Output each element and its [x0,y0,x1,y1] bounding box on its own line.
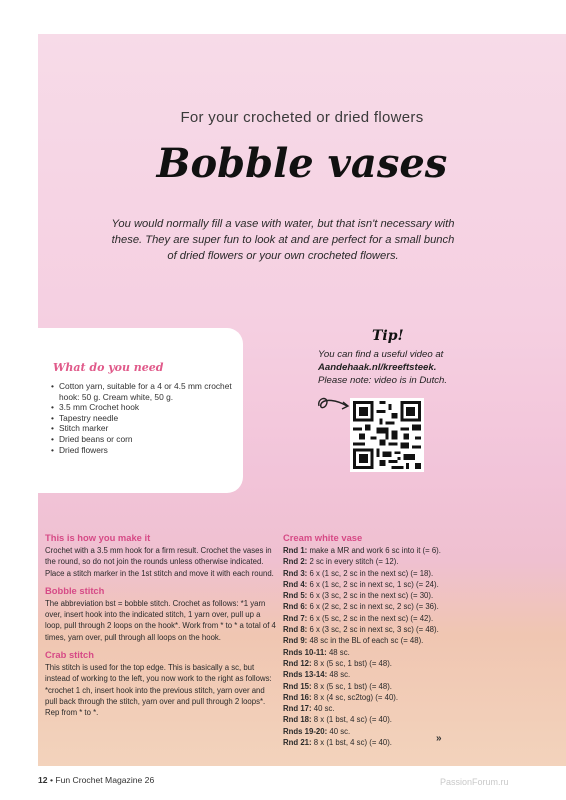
materials-item: • Stitch marker [51,423,241,434]
materials-title: What do you need [53,361,164,374]
round-label: Rnds 19-20: [283,726,328,736]
round-row [283,568,523,579]
materials-list [51,381,241,455]
watermark: PassionForum.ru [440,777,509,787]
materials-item: • Dried beans or corn [51,434,241,445]
tip-line: You can find a useful video at [318,349,444,360]
round-label: Rnd 18: [283,715,312,725]
round-label: Rnd 2: [283,557,308,567]
swirl-arrow-icon [315,392,355,418]
round-row [283,613,523,624]
round-label: Rnd 16: [283,692,312,702]
round-label: Rnd 21: [283,738,312,748]
round-text: 6 x (2 sc, 2 sc in next sc, 2 sc) (= 36). [309,602,439,612]
tip-text [318,348,488,387]
tip-note: Please note: video is in Dutch. [318,375,448,386]
round-text: 6 x (3 sc, 2 sc in the next sc) (= 30). [309,591,434,601]
qr-code-icon[interactable] [350,398,424,472]
crab-title: Crab stitch [45,649,94,661]
round-label: Rnds 13-14: [283,670,328,680]
round-row [283,692,523,703]
round-text: 6 x (1 sc, 2 sc in next sc, 1 sc) (= 24). [309,579,439,589]
round-row [283,647,523,658]
round-row [283,669,523,680]
round-label: Rnd 4: [283,579,308,589]
round-row [283,714,523,725]
round-text: 48 sc. [329,670,351,680]
round-text: 48 sc. [328,647,350,657]
pattern-column [283,532,523,748]
bobble-body: The abbreviation bst = bobble stitch. Crochet as follows: *1 yarn over, insert hook into the indicated stitch, 1 yarn over, pull up a loop, pull through 2 loops on the hook*. Work from * to * a total of 4 times, yarn over, pull through all loops on the hook. [45,598,276,642]
round-text: make a MR and work 6 sc into it (= 6). [309,546,441,555]
round-row [283,658,523,669]
page-footer [38,775,154,785]
crab-body: This stitch is used for the top edge. This is basically a sc, but instead of working to the left, you now work to the right as follows: *crochet 1 ch, insert hook into the previous stitch, yarn over and pull back through the stitch, yarn over and pull through 2 loops*. Rep from * to *. [45,663,272,718]
round-row [283,624,523,635]
round-row [283,681,523,692]
round-text: 40 sc. [329,726,351,736]
round-label: Rnd 9: [283,636,308,646]
round-text: 6 x (5 sc, 2 sc in the next sc) (= 42). [309,613,434,623]
round-row [283,590,523,601]
round-label: Rnd 6: [283,602,308,612]
round-text: 8 x (1 bst, 4 sc) (= 40). [313,738,392,748]
materials-item: • Cotton yarn, suitable for a 4 or 4.5 mm crochet hook: 50 g. Cream white, 50 g. [51,381,241,402]
round-label: Rnd 3: [283,568,308,578]
materials-item: • Tapestry needle [51,413,241,424]
round-text: 2 sc in every stitch (= 12). [309,557,399,567]
round-text: 8 x (5 sc, 1 bst) (= 48). [313,658,392,668]
round-label: Rnd 12: [283,658,312,668]
round-row [283,726,523,737]
instructions-column [45,532,277,725]
vase-title: Cream white vase [283,532,363,543]
tip-title: Tip! [372,328,404,344]
tip-link[interactable]: Aandehaak.nl/kreeftsteek. [318,362,437,373]
magazine-name: Fun Crochet Magazine 26 [55,775,155,785]
round-label: Rnd 5: [283,591,308,601]
round-row [283,703,523,714]
how-body: Crochet with a 3.5 mm hook for a firm result. Crochet the vases in the round, so do not join the rounds unless otherwise indicated. Place a stitch marker in the 1st stitch and move it with each round. [45,546,274,578]
continue-arrow: » [436,733,442,744]
round-label: Rnds 10-11: [283,647,327,657]
round-label: Rnd 8: [283,625,308,635]
round-text: 8 x (4 sc, sc2tog) (= 40). [313,692,399,702]
intro-text: You would normally fill a vase with water, but that isn't necessary with these. They are super fun to look at and are perfect for a small bunch of dried flowers or your own crocheted flowers. [111,218,455,262]
rounds-list [283,545,523,748]
footer-separator: • [49,775,53,785]
round-text: 6 x (1 sc, 2 sc in the next sc) (= 18). [309,568,434,578]
round-label: Rnd 17: [283,704,312,714]
round-label: Rnd 15: [283,681,312,691]
page-number: 12 [38,775,48,785]
round-text: 8 x (5 sc, 1 bst) (= 48). [313,681,392,691]
round-label: Rnd 1: [283,546,308,555]
materials-item: • Dried flowers [51,445,241,456]
round-row [283,601,523,612]
round-row [283,545,523,556]
page-subtitle: For your crocheted or dried flowers [180,109,424,126]
page-title: Bobble vases [156,140,448,187]
round-text: 40 sc. [313,704,335,714]
round-row [283,556,523,567]
round-text: 48 sc in the BL of each sc (= 48). [309,636,424,646]
round-text: 6 x (3 sc, 2 sc in next sc, 3 sc) (= 48). [309,625,439,635]
round-row [283,579,523,590]
round-row [283,737,523,748]
round-row [283,635,523,646]
how-title: This is how you make it [45,532,151,543]
materials-item: • 3.5 mm Crochet hook [51,402,241,413]
round-text: 8 x (1 bst, 4 sc) (= 40). [313,715,392,725]
round-label: Rnd 7: [283,613,308,623]
bobble-title: Bobble stitch [45,584,105,596]
